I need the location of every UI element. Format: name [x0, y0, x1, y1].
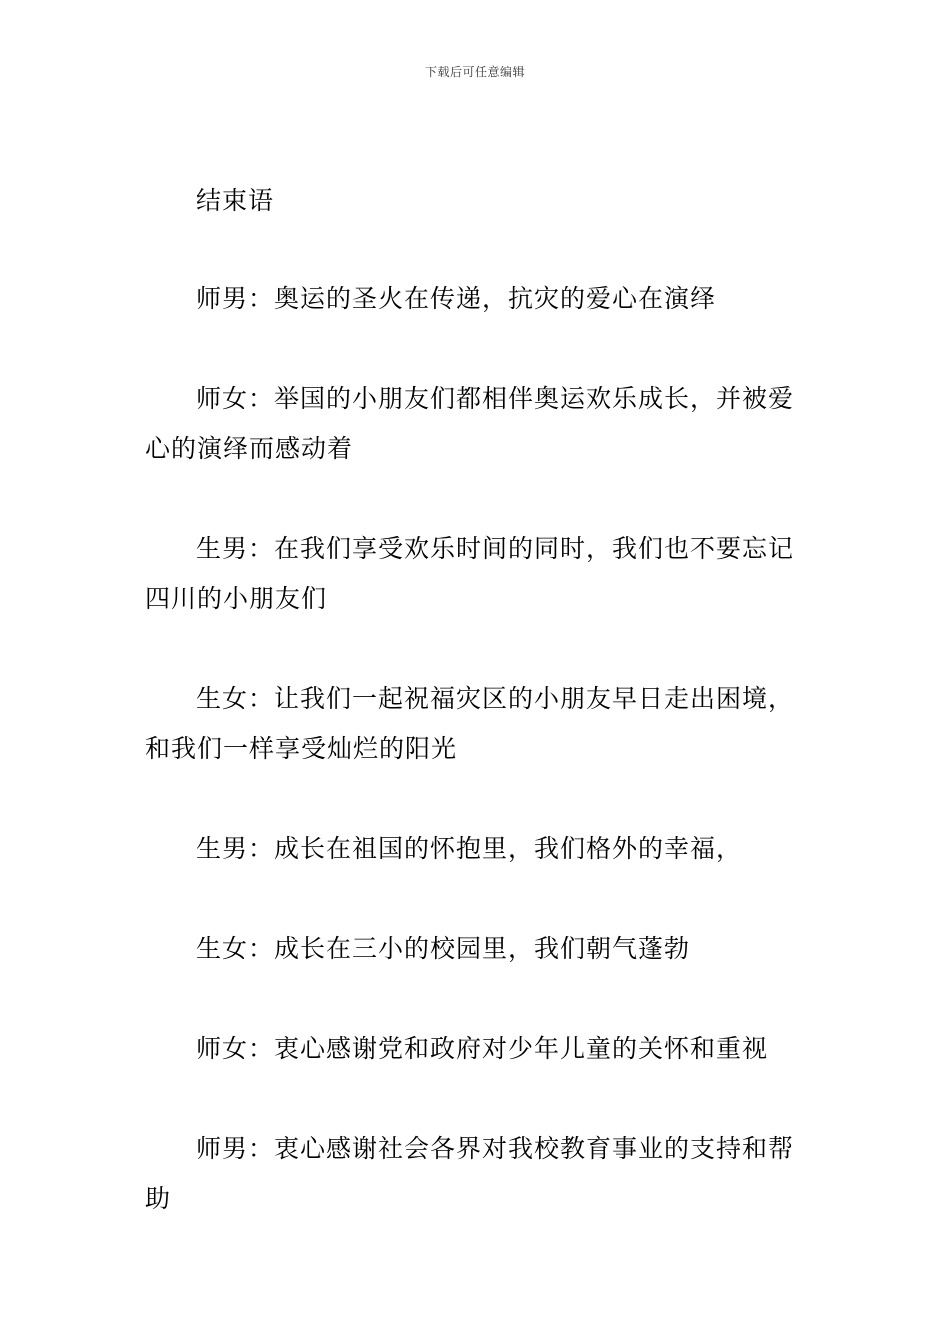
page-header: 下载后可任意编辑 — [424, 65, 525, 79]
paragraph: 师男：奥运的圣火在传递，抗灾的爱心在演绎 — [196, 284, 717, 313]
paragraph: 师女：举国的小朋友们都相伴奥运欢乐成长，并被爱心的演绎而感动着 — [145, 384, 795, 463]
paragraph: 师男：衷心感谢社会各界对我校教育事业的支持和帮助 — [145, 1134, 795, 1213]
section-title: 结束语 — [196, 186, 275, 215]
document-body — [145, 176, 807, 1224]
paragraph: 生女：让我们一起祝福灾区的小朋友早日走出困境，和我们一样享受灿烂的阳光 — [145, 684, 795, 763]
paragraph: 生男：成长在祖国的怀抱里，我们格外的幸福， — [196, 834, 743, 863]
paragraph: 生男：在我们享受欢乐时间的同时，我们也不要忘记四川的小朋友们 — [145, 534, 795, 613]
paragraph: 生女：成长在三小的校园里，我们朝气蓬勃 — [196, 934, 691, 963]
paragraph: 师女：衷心感谢党和政府对少年儿童的关怀和重视 — [196, 1034, 769, 1063]
